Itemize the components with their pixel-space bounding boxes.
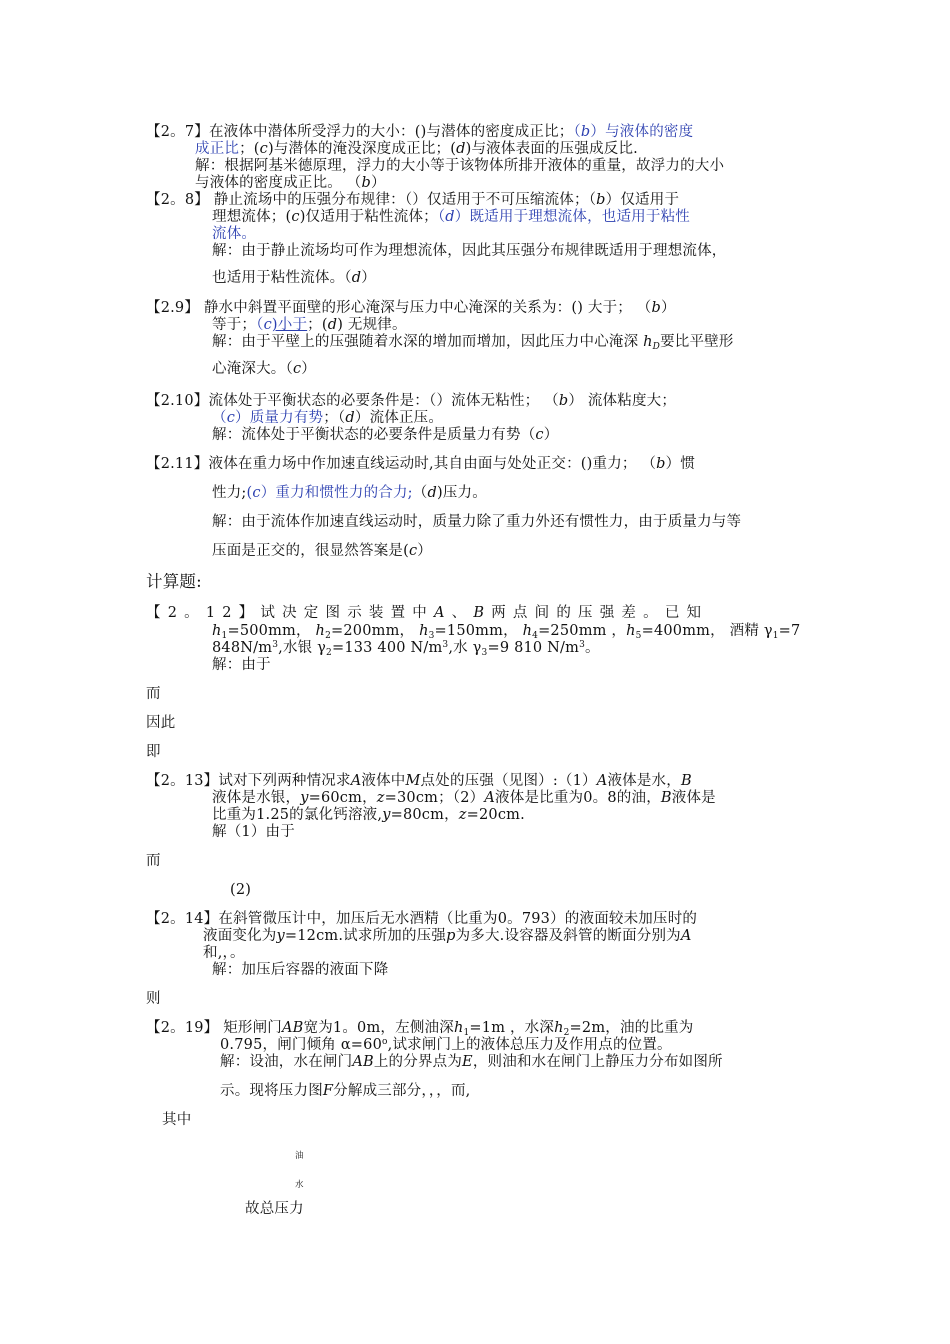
solution-2-9-line1: 解：由于平壁上的压强随着水深的增加而增加，因此压力中心淹深 $h_D$要比平壁形 — [212, 334, 734, 352]
solution-2-9-line2: 心淹深大。（c） — [212, 361, 316, 377]
solution-2-19-line2: 示。现将压力图F分解成三部分，，，而, — [220, 1083, 471, 1099]
solution-2-11-line1: 解：由于流体作加速直线运动时，质量力除了重力外还有惯性力，由于质量力与等 — [212, 514, 742, 530]
question-2-14-line3: 和,，。 — [203, 945, 245, 961]
label-water: 水 — [295, 1180, 304, 1190]
solution-2-14-ze: 则 — [146, 991, 161, 1007]
solution-2-13-er: 而 — [146, 853, 161, 869]
question-2-9-line2: 等于；（c)小于；(d) 无规律。 — [212, 317, 407, 333]
question-number: 【2。13】 — [146, 773, 219, 789]
solution-2-12-yinci: 因此 — [146, 715, 176, 731]
question-2-8-line1: 【2。8】 静止流场中的压强分布规律：（）仅适用于不可压缩流体；（b）仅适用于 — [146, 192, 680, 208]
question-2-19-line1: 【2。19】 矩形闸门AB宽为1。0m，左侧油深$h_1=1m$ ，水深$h_2=2m$，油的比重为 — [146, 1020, 694, 1038]
question-2-13-line1: 【2。13】试对下列两种情况求A液体中M点处的压强（见图）:（1）A液体是水，B — [146, 773, 692, 789]
question-number: 【2.9】 — [146, 300, 200, 316]
solution-2-8-line1: 解：由于静止流场均可作为理想流体，因此其压强分布规律既适用于理想流体， — [212, 243, 727, 259]
solution-2-14: 解：加压后容器的液面下降 — [212, 962, 389, 978]
question-2-13-line3: 比重为1.25的氯化钙溶液,y=80cm，z=20cm. — [212, 807, 525, 823]
question-2-7-line2: 成正比；(c)与潜体的淹没深度成正比；(d)与液体表面的压强成反比. — [195, 141, 638, 157]
solution-2-12: 解：由于 — [212, 657, 271, 673]
question-2-8-line2: 理想流体；(c)仅适用于粘性流体；（d）既适用于理想流体，也适用于粘性 — [212, 209, 690, 225]
solution-2-7-line2: 与液体的密度成正比。 （b） — [195, 175, 386, 191]
question-2-12-line2: $h_1=500mm$， $h_2=200mm$， $h_3=150mm$， $h_4=250mm$ ，$h_5=400mm$， 酒精 $\gamma_1=7$ — [212, 623, 801, 641]
question-2-19-line2: 0.795，闸门倾角 $\alpha=60^o$,试求闸门上的液体总压力及作用点的位置。 — [220, 1037, 672, 1053]
solution-2-11-line2: 压面是正交的，很显然答案是(c） — [212, 543, 432, 559]
question-2-14-line1: 【2。14】在斜管微压计中，加压后无水酒精（比重为0。793）的液面较未加压时的 — [146, 911, 698, 927]
question-2-10-line2: （c）质量力有势；（d）流体正压。 — [212, 410, 444, 426]
question-2-14-line2: 液面变化为y=12cm.试求所加的压强p为多大.设容器及斜管的断面分别为A — [203, 928, 692, 944]
solution-2-12-er: 而 — [146, 686, 161, 702]
question-number: 【2。12】 — [146, 605, 261, 621]
question-2-7-line1: 【2。7】在液体中潜体所受浮力的大小：()与潜体的密度成正比；（b）与液体的密度 — [146, 124, 694, 140]
solution-2-13: 解（1）由于 — [212, 824, 295, 840]
question-2-11-line2: 性力;(c）重力和惯性力的合力;（d)压力。 — [212, 485, 487, 501]
solution-2-7-line1: 解：根据阿基米德原理，浮力的大小等于该物体所排开液体的重量，故浮力的大小 — [195, 158, 725, 174]
question-number: 【2。14】 — [146, 911, 219, 927]
label-oil: 油 — [295, 1151, 304, 1161]
section-title-calculation: 计算题: — [146, 572, 202, 591]
question-2-10-line1: 【2.10】流体处于平衡状态的必要条件是：（）流体无粘性； （b） 流体粘度大； — [146, 393, 677, 409]
question-number: 【2.11】 — [146, 456, 209, 472]
question-number: 【2。19】 — [146, 1020, 219, 1036]
question-2-8-line3: 流体。 — [212, 226, 257, 242]
question-number: 【2。7】 — [146, 124, 209, 140]
question-2-11-line1: 【2.11】液体在重力场中作加速直线运动时,其自由面与处处正交：()重力； （b）惯 — [146, 456, 696, 472]
solution-2-8-line2: 也适用于粘性流体。（d） — [212, 270, 376, 286]
question-2-12-line1: 【2。12】试决定图示装置中A、B两点间的压强差。已知 — [146, 605, 709, 621]
question-2-13-line2: 液体是水银，y=60cm，z=30cm；（2）A液体是比重为0。8的油，B液体是 — [212, 790, 716, 806]
solution-2-10: 解：流体处于平衡状态的必要条件是质量力有势（c） — [212, 427, 559, 443]
solution-2-19-qizhong: 其中 — [162, 1112, 192, 1128]
question-2-9-line1: 【2.9】 静水中斜置平面壁的形心淹深与压力中心淹深的关系为：() 大于； （b） — [146, 300, 676, 316]
question-2-12-line3: $848N/m^3$,水银 $\gamma_2=133$ 400 $N/m^3$,水 $\gamma_3=9$ 810 $N/m^3$。 — [212, 640, 600, 658]
solution-2-19-total-pressure: 故总压力 — [245, 1201, 304, 1217]
question-number: 【2.10】 — [146, 393, 209, 409]
question-number: 【2。8】 — [146, 192, 209, 208]
solution-2-13-part2: (2) — [230, 882, 252, 898]
solution-2-12-ji: 即 — [146, 744, 161, 760]
solution-2-19-line1: 解：设油，水在闸门AB上的分界点为E，则油和水在闸门上静压力分布如图所 — [220, 1054, 723, 1070]
